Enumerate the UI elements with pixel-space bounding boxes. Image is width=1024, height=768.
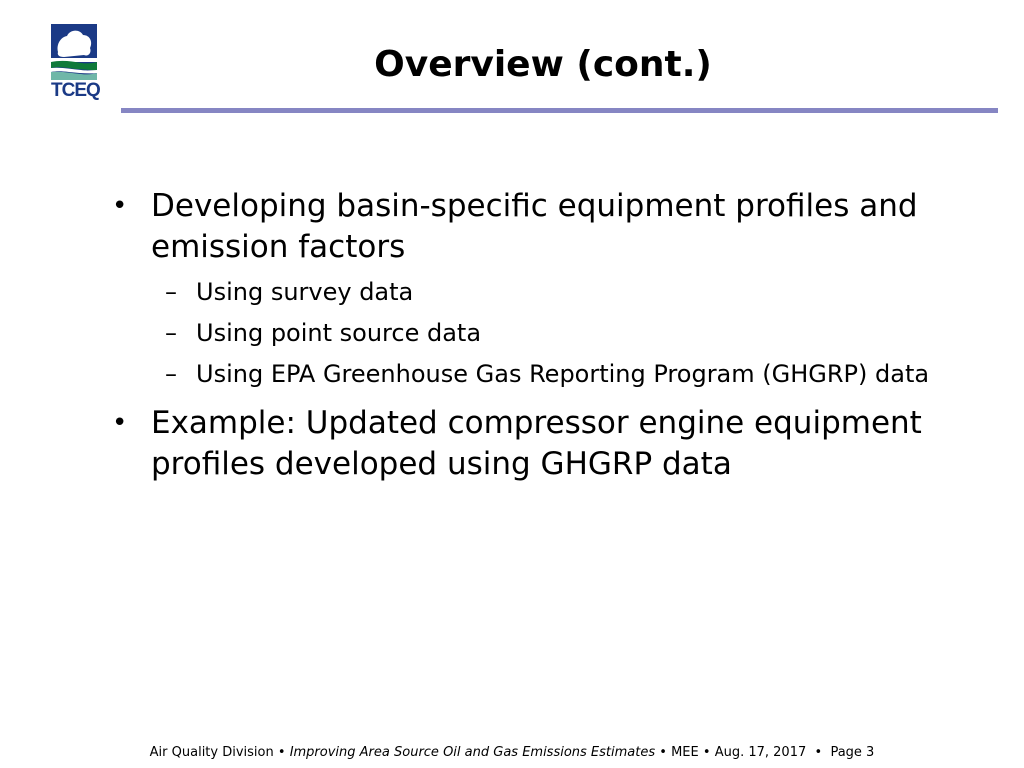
- sub-bullet-text: Using point source data: [196, 319, 482, 347]
- sub-bullet-text: Using EPA Greenhouse Gas Reporting Program (GHGRP) data: [196, 360, 930, 388]
- bullet-text: Example: Updated compressor engine equipment profiles developed using GHGRP data: [151, 405, 922, 482]
- footer-presentation-title: Improving Area Source Oil and Gas Emissions Estimates: [289, 745, 656, 760]
- sub-bullet-item: [110, 358, 950, 391]
- title-divider: [121, 108, 998, 113]
- bullet-text: Developing basin-specific equipment profiles and emission factors: [151, 188, 918, 265]
- footer-page-number: Page 3: [830, 745, 875, 760]
- bullet-marker: •: [112, 408, 128, 438]
- dash-marker: –: [165, 278, 177, 306]
- sub-bullet-item: [110, 317, 950, 350]
- footer-separator: •: [277, 745, 286, 760]
- footer-separator: •: [659, 745, 667, 760]
- tceq-emblem-icon: [51, 24, 97, 80]
- footer-separator: •: [702, 745, 711, 760]
- footer-date: Aug. 17, 2017: [714, 745, 807, 760]
- dash-marker: –: [165, 360, 177, 388]
- bullet-list: [110, 186, 950, 485]
- sub-bullet-text: Using survey data: [196, 278, 414, 306]
- bullet-item: [110, 403, 950, 485]
- footer-division: Air Quality Division: [149, 745, 274, 760]
- slide-title: Overview (cont.): [374, 44, 712, 85]
- bullet-marker: •: [112, 191, 128, 221]
- footer-presenter: MEE: [671, 745, 699, 760]
- bullet-item: [110, 186, 950, 268]
- footer-separator: •: [814, 745, 823, 760]
- sub-bullet-item: [110, 276, 950, 309]
- sub-bullet-list: [110, 276, 950, 391]
- dash-marker: –: [165, 319, 177, 347]
- tceq-logo: [51, 24, 100, 102]
- slide-footer: [0, 744, 1024, 762]
- logo-text: TCEQ: [51, 80, 100, 101]
